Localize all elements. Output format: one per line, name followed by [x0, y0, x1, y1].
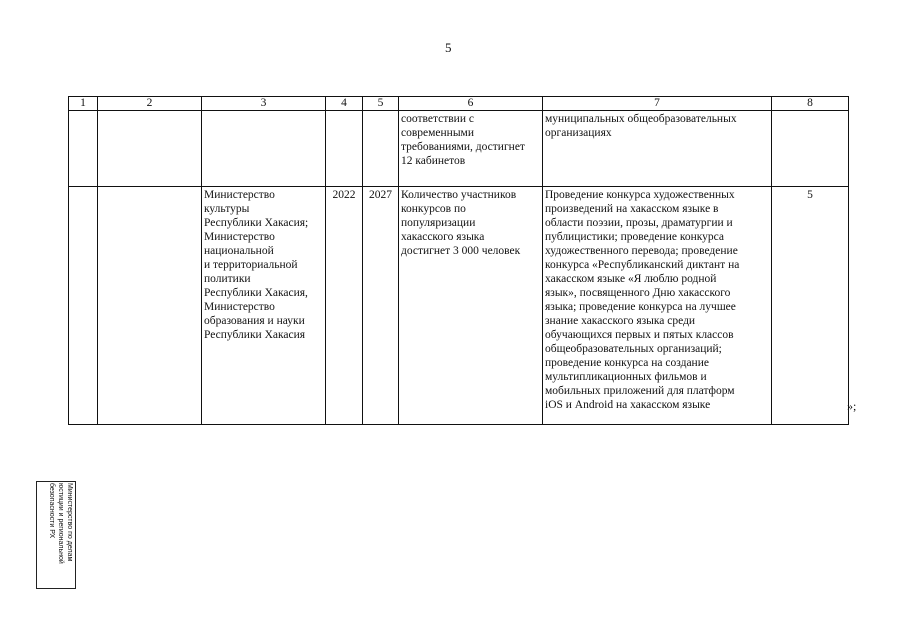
- stamp-text: Министерство по делам юстиции и региональной безопасности РХ: [48, 483, 73, 564]
- cell-executor: [202, 111, 326, 187]
- cell-activities: муниципальных общеобразовательных организациях: [543, 111, 772, 187]
- cell-indicator: 5: [772, 187, 849, 425]
- cell-result: соответствии с современными требованиями, достигнет 12 кабинетов: [399, 111, 543, 187]
- cell-end-year: 2027: [363, 187, 399, 425]
- cell-start-year: 2022: [326, 187, 363, 425]
- header-col-8: 8: [772, 97, 849, 111]
- cell-name: [98, 187, 202, 425]
- cell-executor: Министерство культуры Республики Хакасия; Министерство национальной и территориальной политики Республики Хакасия, Министерство образования и науки Республики Хакасия: [202, 187, 326, 425]
- header-col-4: 4: [326, 97, 363, 111]
- header-col-3: 3: [202, 97, 326, 111]
- table-row-main: [69, 187, 849, 425]
- cell-start-year: [326, 111, 363, 187]
- program-table: [68, 96, 849, 425]
- cell-number: [69, 111, 98, 187]
- cell-activities: Проведение конкурса художественных произведений на хакасском языке в области поэзии, прозы, драматургии и публицистики; проведение конкурса художественного перевода; проведение конкурса «Республиканский диктант на хакасском языке «Я люблю родной язык», посвященного Дню хакасского языка; проведение конкурса на лучшее знание хакасского языка среди обучающихся первых и пятых классов общеобразовательных организаций; проведение конкурса на создание мультипликационных фильмов и мобильных приложений для платформ iOS и Android на хакасском языке: [543, 187, 772, 425]
- page-number: 5: [445, 40, 452, 55]
- header-row: [69, 97, 849, 111]
- cell-indicator: [772, 111, 849, 187]
- table-row-continuation: [69, 111, 849, 187]
- header-col-5: 5: [363, 97, 399, 111]
- header-col-6: 6: [399, 97, 543, 111]
- cell-name: [98, 111, 202, 187]
- closing-quote: »;: [847, 399, 857, 413]
- header-col-1: 1: [69, 97, 98, 111]
- header-col-7: 7: [543, 97, 772, 111]
- cell-result: Количество участников конкурсов по популяризации хакасского языка достигнет 3 000 человек: [399, 187, 543, 425]
- cell-number: [69, 187, 98, 425]
- registration-stamp: [36, 481, 76, 589]
- cell-end-year: [363, 111, 399, 187]
- header-col-2: 2: [98, 97, 202, 111]
